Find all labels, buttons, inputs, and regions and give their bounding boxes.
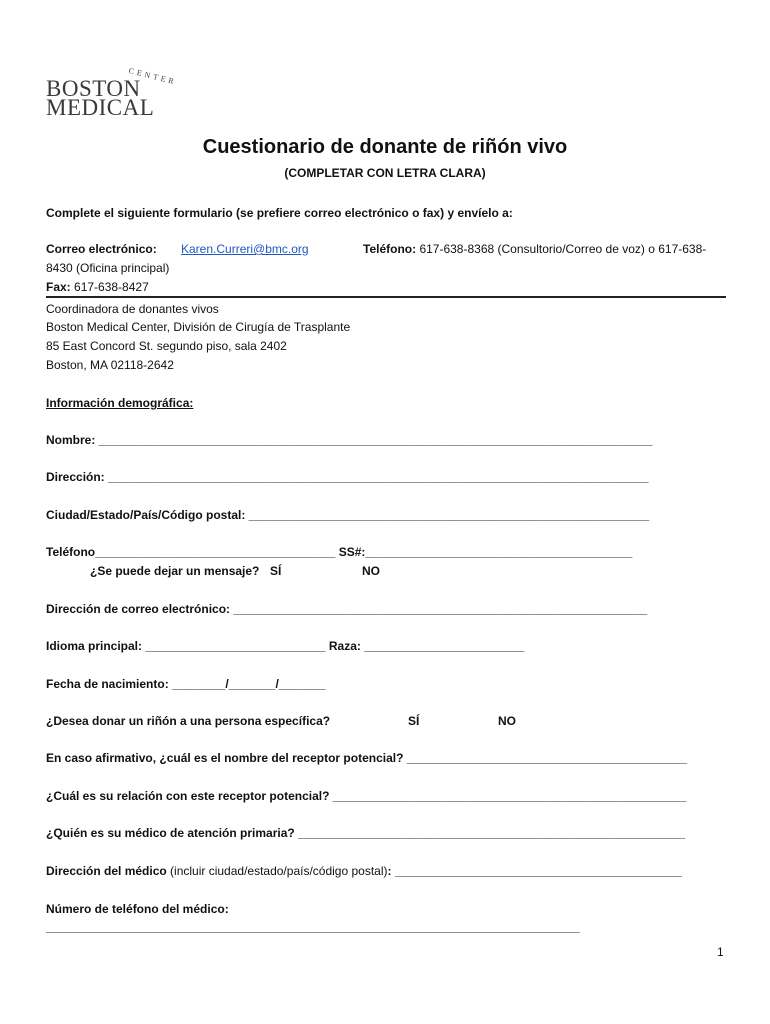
address-line-1: Coordinadora de donantes vivos: [46, 302, 219, 316]
doctor-address-field[interactable]: [46, 864, 682, 878]
page-subtitle: (COMPLETAR CON LETRA CLARA): [284, 166, 486, 180]
name-field[interactable]: Nombre: ___________________________________________________________________________________: [46, 433, 653, 447]
donate-no-option[interactable]: NO: [498, 714, 516, 728]
phone-label: Teléfono:: [363, 242, 417, 256]
phone-ssn-field[interactable]: Teléfono____________________________________ SS#:________________________________________: [46, 545, 633, 559]
boston-medical-logo: [46, 66, 176, 122]
intro-text: Complete el siguiente formulario (se prefiere correo electrónico o fax) y envíelo a:: [46, 206, 513, 220]
phone-continuation: 8430 (Oficina principal): [46, 261, 170, 275]
address-line-3: 85 East Concord St. segundo piso, sala 2402: [46, 339, 287, 353]
email-link[interactable]: Karen.Curreri@bmc.org: [181, 242, 309, 256]
page-number: 1: [717, 945, 724, 959]
section-title: Información demográfica:: [46, 396, 194, 410]
relationship-field[interactable]: ¿Cuál es su relación con este receptor potencial? _____________________________________________________: [46, 789, 687, 803]
doctor-address-line: : ___________________________________________: [387, 864, 682, 878]
doctor-address-label: Dirección del médico: [46, 864, 167, 878]
email-address-field[interactable]: Dirección de correo electrónico: ______________________________________________________________: [46, 602, 648, 616]
birth-date-field[interactable]: Fecha de nacimiento: ________/_______/_______: [46, 677, 326, 691]
message-no-option[interactable]: NO: [362, 564, 380, 578]
donate-yes-option[interactable]: SÍ: [408, 714, 420, 728]
message-question: ¿Se puede dejar un mensaje?: [90, 564, 260, 578]
language-race-field[interactable]: Idioma principal: ___________________________ Raza: ________________________: [46, 639, 525, 653]
recipient-name-field[interactable]: En caso afirmativo, ¿cuál es el nombre del receptor potencial? __________________________________________: [46, 751, 688, 765]
fax-value: 617-638-8427: [70, 280, 149, 294]
logo-center-text: CENTER: [127, 66, 178, 87]
doctor-address-hint: (incluir ciudad/estado/país/código postal): [166, 864, 388, 878]
donate-question: ¿Desea donar un riñón a una persona específica?: [46, 714, 331, 728]
fax-label: Fax:: [46, 280, 71, 294]
address-line-4: Boston, MA 02118-2642: [46, 358, 174, 372]
email-label: Correo electrónico:: [46, 242, 157, 256]
city-state-field[interactable]: Ciudad/Estado/País/Código postal: ____________________________________________________________: [46, 508, 650, 522]
logo-medical-text: MEDICAL: [46, 95, 155, 120]
fax-line: [46, 280, 149, 294]
doctor-phone-label: Número de teléfono del médico:: [46, 902, 229, 916]
phone-line: [363, 242, 706, 256]
doctor-phone-line[interactable]: ________________________________________________________________________________: [46, 920, 580, 934]
logo-boston-text: BOSTON: [46, 76, 141, 101]
primary-doctor-field[interactable]: ¿Quién es su médico de atención primaria? __________________________________________________________: [46, 826, 686, 840]
divider-line: [46, 296, 726, 298]
address-field[interactable]: Dirección: _________________________________________________________________________________: [46, 470, 649, 484]
address-line-2: Boston Medical Center, División de Cirugía de Trasplante: [46, 320, 351, 334]
page-title: Cuestionario de donante de riñón vivo: [202, 136, 568, 158]
message-yes-option[interactable]: SÍ: [270, 564, 282, 578]
phone-value: 617-638-8368 (Consultorio/Correo de voz) o 617-638-: [416, 242, 707, 256]
